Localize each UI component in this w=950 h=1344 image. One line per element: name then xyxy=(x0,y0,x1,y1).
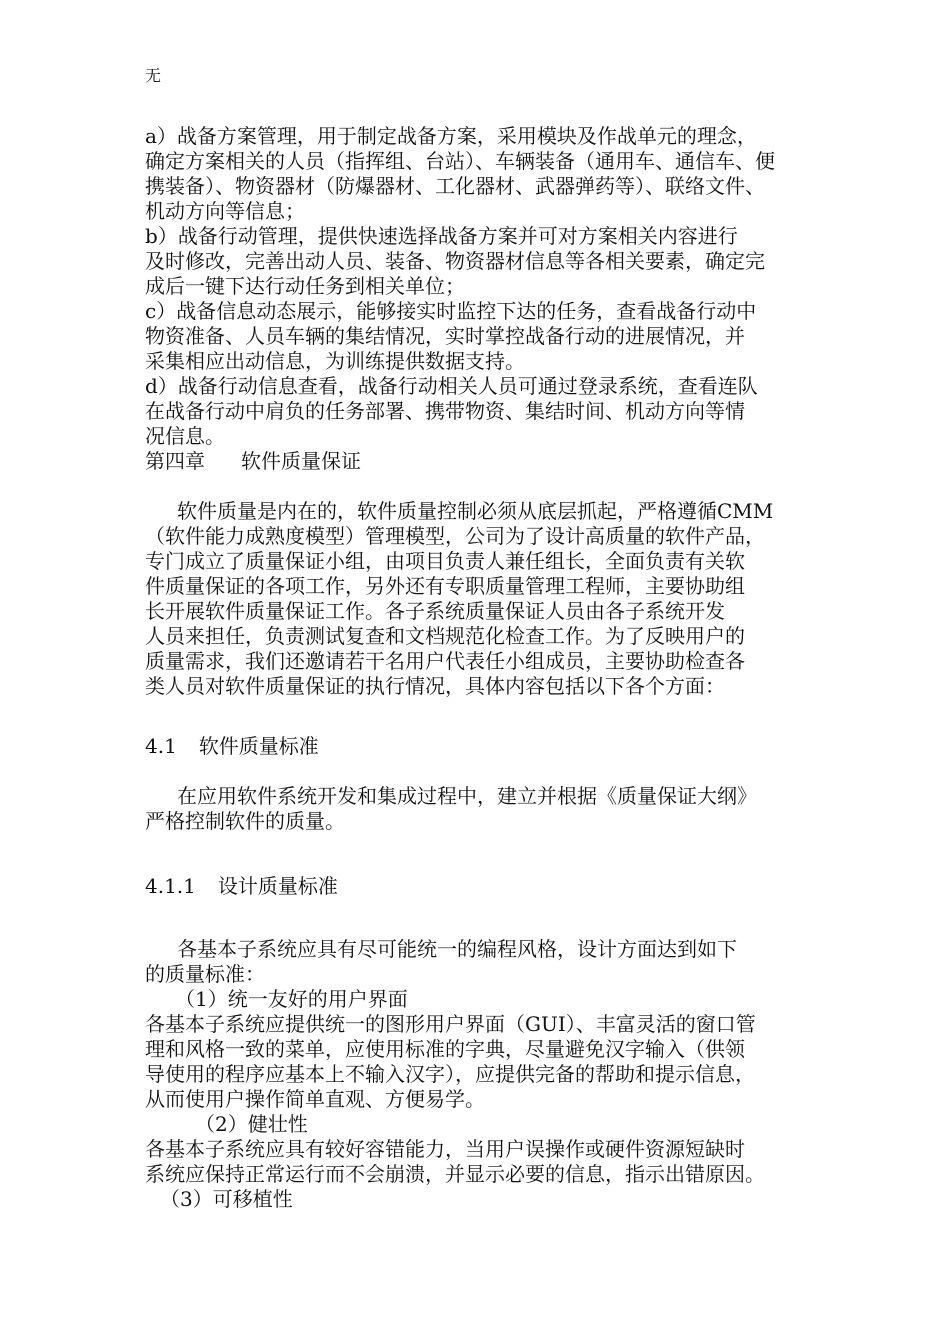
section-4-1-1-title xyxy=(145,874,338,898)
chapter-paragraph-line-7: 质量需求，我们还邀请若干名用户代表任小组成员，主要协助检查各 xyxy=(145,649,745,673)
item-1-line-3: 导使用的程序应基本上不输入汉字），应提供完备的帮助和提示信息， xyxy=(145,1062,755,1086)
list-item-b-line-3: 成后一键下达行动任务到相关单位； xyxy=(145,274,465,298)
list-item-d-line-3: 况信息。 xyxy=(145,424,225,448)
item-2-line-1: 各基本子系统应具有较好容错能力，当用户误操作或硬件资源短缺时 xyxy=(145,1137,745,1161)
chapter-paragraph-line-3: 专门成立了质量保证小组，由项目负责人兼任组长，全面负责有关软 xyxy=(145,549,745,573)
section-4-1-1-paragraph-line-1: 各基本子系统应具有尽可能统一的编程风格，设计方面达到如下 xyxy=(177,937,737,961)
item-1-line-1: 各基本子系统应提供统一的图形用户界面（GUI）、丰富灵活的窗口管 xyxy=(145,1012,756,1036)
page-header: 无 xyxy=(145,66,162,85)
list-item-c-line-1: c）战备信息动态展示，能够接实时监控下达的任务，查看战备行动中 xyxy=(145,299,757,323)
list-item-a-line-1: a）战备方案管理，用于制定战备方案，采用模块及作战单元的理念， xyxy=(145,124,757,148)
list-item-c-line-3: 采集相应出动信息，为训练提供数据支持。 xyxy=(145,349,525,373)
section-4-1-name: 软件质量标准 xyxy=(198,734,319,758)
item-2-title: （2）健壮性 xyxy=(195,1112,308,1136)
list-item-d-line-2: 在战备行动中肩负的任务部署、携带物资、集结时间、机动方向等情 xyxy=(145,399,745,423)
chapter-title xyxy=(145,449,361,473)
chapter-number: 第四章 xyxy=(145,449,205,473)
chapter-paragraph-line-1: 软件质量是内在的，软件质量控制必须从底层抓起，严格遵循CMM xyxy=(177,499,774,523)
item-1-line-2: 理和风格一致的菜单，应使用标准的字典，尽量避免汉字输入（供领 xyxy=(145,1037,745,1061)
chapter-paragraph-line-5: 长开展软件质量保证工作。各子系统质量保证人员由各子系统开发 xyxy=(145,599,725,623)
item-3-title: （3）可移植性 xyxy=(160,1187,293,1211)
chapter-paragraph-line-6: 人员来担任，负责测试复查和文档规范化检查工作。为了反映用户的 xyxy=(145,624,745,648)
list-item-b-line-2: 及时修改，完善出动人员、装备、物资器材信息等各相关要素，确定完 xyxy=(145,249,765,273)
chapter-name: 软件质量保证 xyxy=(241,449,361,473)
list-item-a-line-4: 机动方向等信息； xyxy=(145,199,305,223)
list-item-c-line-2: 物资准备、人员车辆的集结情况，实时掌控战备行动的进展情况，并 xyxy=(145,324,745,348)
chapter-paragraph-line-8: 类人员对软件质量保证的执行情况，具体内容包括以下各个方面： xyxy=(145,674,725,698)
item-1-title: （1）统一友好的用户界面 xyxy=(175,987,408,1011)
item-2-line-2: 系统应保持正常运行而不会崩溃，并显示必要的信息，指示出错原因。 xyxy=(145,1162,765,1186)
list-item-b-line-1: b）战备行动管理，提供快速选择战备方案并可对方案相关内容进行 xyxy=(145,224,738,248)
item-1-line-4: 从而使用户操作简单直观、方便易学。 xyxy=(145,1087,485,1111)
section-4-1-title xyxy=(145,734,319,758)
section-4-1-number: 4.1 xyxy=(145,734,177,758)
chapter-paragraph-line-4: 件质量保证的各项工作，另外还有专职质量管理工程师，主要协助组 xyxy=(145,574,745,598)
section-4-1-paragraph-line-1: 在应用软件系统开发和集成过程中，建立并根据《质量保证大纲》 xyxy=(177,784,757,808)
chapter-paragraph-line-2: （软件能力成熟度模型）管理模型，公司为了设计高质量的软件产品， xyxy=(145,524,765,548)
list-item-d-line-1: d）战备行动信息查看，战备行动相关人员可通过登录系统，查看连队 xyxy=(145,374,758,398)
list-item-a-line-3: 携装备）、物资器材（防爆器材、工化器材、武器弹药等）、联络文件、 xyxy=(145,174,765,198)
section-4-1-1-number: 4.1.1 xyxy=(145,874,196,898)
section-4-1-1-paragraph-line-2: 的质量标准： xyxy=(145,962,265,986)
section-4-1-paragraph-line-2: 严格控制软件的质量。 xyxy=(145,809,345,833)
list-item-a-line-2: 确定方案相关的人员（指挥组、台站）、车辆装备（通用车、通信车、便 xyxy=(145,149,775,173)
section-4-1-1-name: 设计质量标准 xyxy=(217,874,338,898)
